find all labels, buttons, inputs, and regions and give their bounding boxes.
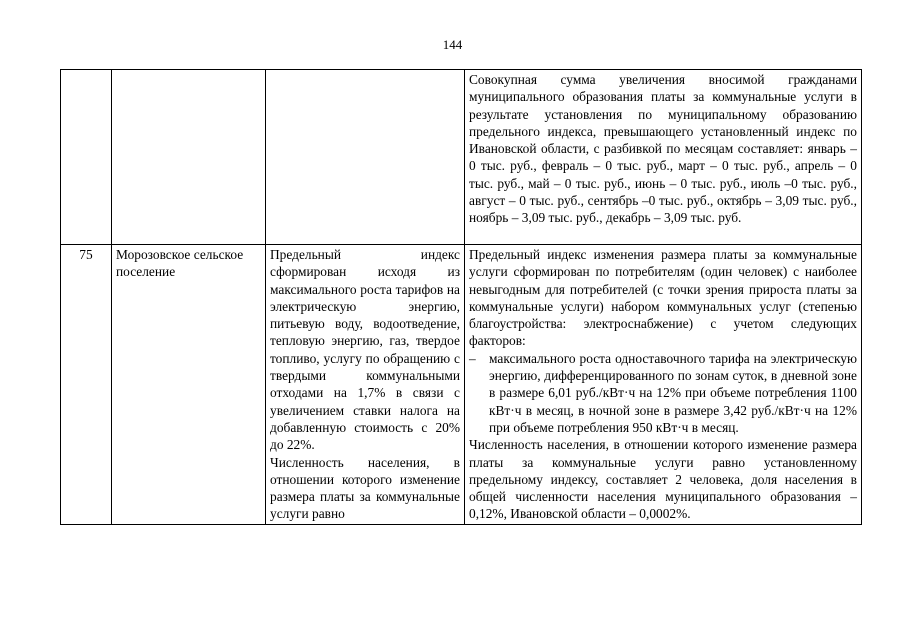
bullet-dash: –: [469, 350, 476, 366]
cell-municipality-empty: [112, 70, 266, 245]
cell-number-empty: [61, 70, 112, 245]
table-row-75: [61, 245, 862, 525]
details-intro: Предельный индекс изменения размера платы за коммунальные услуги сформирован по потребителям (один человек) с наиболее невыгодным для потребителей (с точки зрения прироста платы за коммунальные услуги) набором коммунальных услуг (степенью благоустройства: электроснабжение) с учетом следующих факторов:: [469, 247, 857, 349]
page-number: 144: [442, 37, 463, 52]
cell-continuation-text: Совокупная сумма увеличения вносимой гражданами муниципального образования платы за коммунальные услуги в результате установления по муниципальному образованию предельного индекса, превышающего установленный индекс по Ивановской области, с разбивкой по месяцам составляет: январь – 0 тыс. руб., февраль – 0 тыс. руб., март – 0 тыс. руб., апрель – 0 тыс. руб., май – 0 тыс. руб., июнь – 0 тыс. руб., июль –0 тыс. руб., август – 0 тыс. руб., сентябрь –0 тыс. руб., октябрь – 3,09 тыс. руб., ноябрь – 3,09 тыс. руб., декабрь – 3,09 тыс. руб.: [465, 70, 862, 245]
details-population: Численность населения, в отношении которого изменение размера платы за коммунальные услуги равно установленному предельному индексу, составляет 2 человека, доля населения в общей численности населения муниципального образования – 0,12%, Ивановской области – 0,0002%.: [469, 437, 857, 522]
factor-bullet-text: максимального роста одноставочного тарифа на электрическую энергию, дифференцированного по зонам суток, в дневной зоне в размере 6,01 руб./кВт·ч на 12% при объеме потребления 1100 кВт·ч в месяц, в ночной зоне в размере 3,42 руб./кВт·ч на 12% при объеме потребления 950 кВт·ч в месяц.: [489, 350, 857, 435]
cell-basis-empty: [266, 70, 465, 245]
index-details-cell: [465, 245, 862, 525]
index-basis-paragraph: Предельный индекс сформирован исходя из максимального роста тарифов на электрическую энергию, питьевую воду, водоотведение, тепловую энергию, газ, твердое топливо, услугу по обращению с твердыми коммунальными отходами на 1,7% в связи с увеличением ставки налога на добавленную стоимость с 20% до 22%.: [270, 247, 460, 453]
indices-table: [60, 69, 862, 525]
row-number: 75: [61, 245, 112, 525]
factor-bullet: [469, 350, 857, 436]
municipality-name: Морозовское сельское поселение: [112, 245, 266, 525]
population-paragraph-start: Численность населения, в отношении которого изменение размера платы за коммунальные услуги равно: [270, 454, 460, 522]
table-row-continuation: [61, 70, 862, 245]
index-basis-cell: [266, 245, 465, 525]
